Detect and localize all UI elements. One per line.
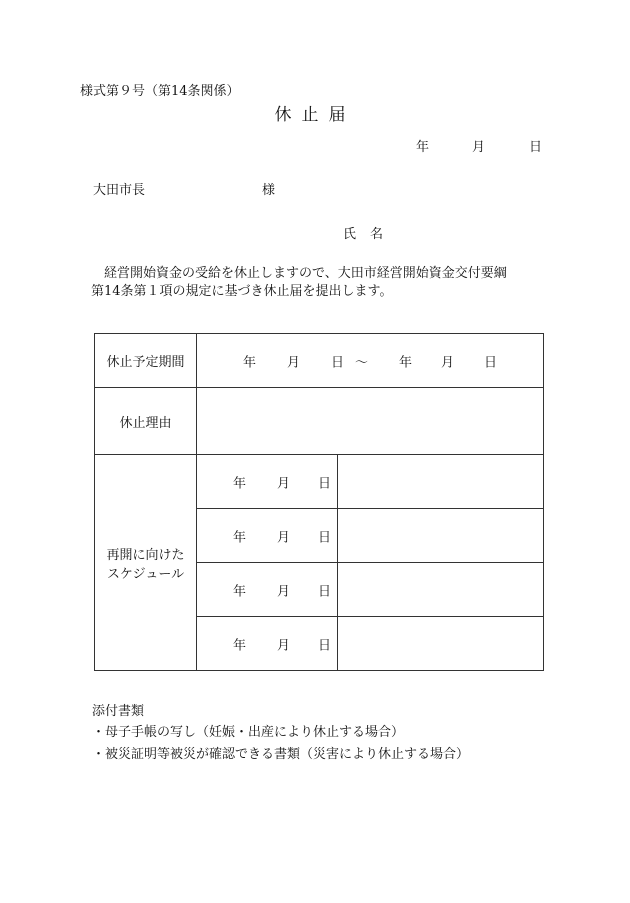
period-row xyxy=(95,334,544,388)
date-year-label: 年 xyxy=(416,140,430,155)
schedule-content[interactable] xyxy=(338,455,544,509)
schedule-label xyxy=(95,455,197,671)
schedule-date[interactable] xyxy=(197,509,338,563)
reason-row xyxy=(95,388,544,455)
reason-field[interactable] xyxy=(197,388,544,455)
body-line-1: 経営開始資金の受給を休止しますので、大田市経営開始資金交付要綱 xyxy=(104,266,507,281)
schedule-date[interactable] xyxy=(197,617,338,671)
schedule-month: 月 xyxy=(277,638,291,653)
period-label: 休止予定期間 xyxy=(95,334,197,388)
period-start-year: 年 xyxy=(243,355,257,370)
attachments-title: 添付書類 xyxy=(92,704,145,719)
schedule-day: 日 xyxy=(318,584,332,599)
period-start-month: 月 xyxy=(287,355,301,370)
addressee-name: 大田市長 xyxy=(93,183,146,198)
schedule-year: 年 xyxy=(233,476,247,491)
period-start-day: 日 xyxy=(331,355,345,370)
period-tilde: ～ xyxy=(355,355,369,370)
form-number: 様式第９号（第14条関係） xyxy=(80,84,240,99)
schedule-year: 年 xyxy=(233,530,247,545)
schedule-month: 月 xyxy=(277,476,291,491)
schedule-date[interactable] xyxy=(197,563,338,617)
date-day-label: 日 xyxy=(529,140,543,155)
period-end-month: 月 xyxy=(441,355,455,370)
document-title: 休止届 xyxy=(274,105,356,125)
schedule-label-line1: 再開に向けた xyxy=(106,547,185,563)
schedule-day: 日 xyxy=(318,476,332,491)
schedule-year: 年 xyxy=(233,638,247,653)
application-table xyxy=(94,333,544,671)
schedule-day: 日 xyxy=(318,530,332,545)
schedule-year: 年 xyxy=(233,584,247,599)
schedule-month: 月 xyxy=(277,584,291,599)
period-end-year: 年 xyxy=(399,355,413,370)
body-line-2: 第14条第１項の規定に基づき休止届を提出します。 xyxy=(91,284,393,299)
applicant-name-label: 氏名 xyxy=(343,227,398,242)
schedule-day: 日 xyxy=(318,638,332,653)
schedule-label-line2: スケジュール xyxy=(106,566,185,582)
schedule-month: 月 xyxy=(277,530,291,545)
schedule-row xyxy=(95,455,544,509)
schedule-content[interactable] xyxy=(338,617,544,671)
addressee-honorific: 様 xyxy=(262,183,276,198)
schedule-date[interactable] xyxy=(197,455,338,509)
period-end-day: 日 xyxy=(484,355,498,370)
schedule-content[interactable] xyxy=(338,563,544,617)
attachment-item: ・被災証明等被災が確認できる書類（災害により休止する場合） xyxy=(92,747,470,762)
body-text xyxy=(91,265,546,301)
reason-label: 休止理由 xyxy=(95,388,197,455)
attachment-item: ・母子手帳の写し（妊娠・出産により休止する場合） xyxy=(92,725,405,740)
date-month-label: 月 xyxy=(472,140,486,155)
schedule-content[interactable] xyxy=(338,509,544,563)
period-field[interactable] xyxy=(197,334,544,388)
